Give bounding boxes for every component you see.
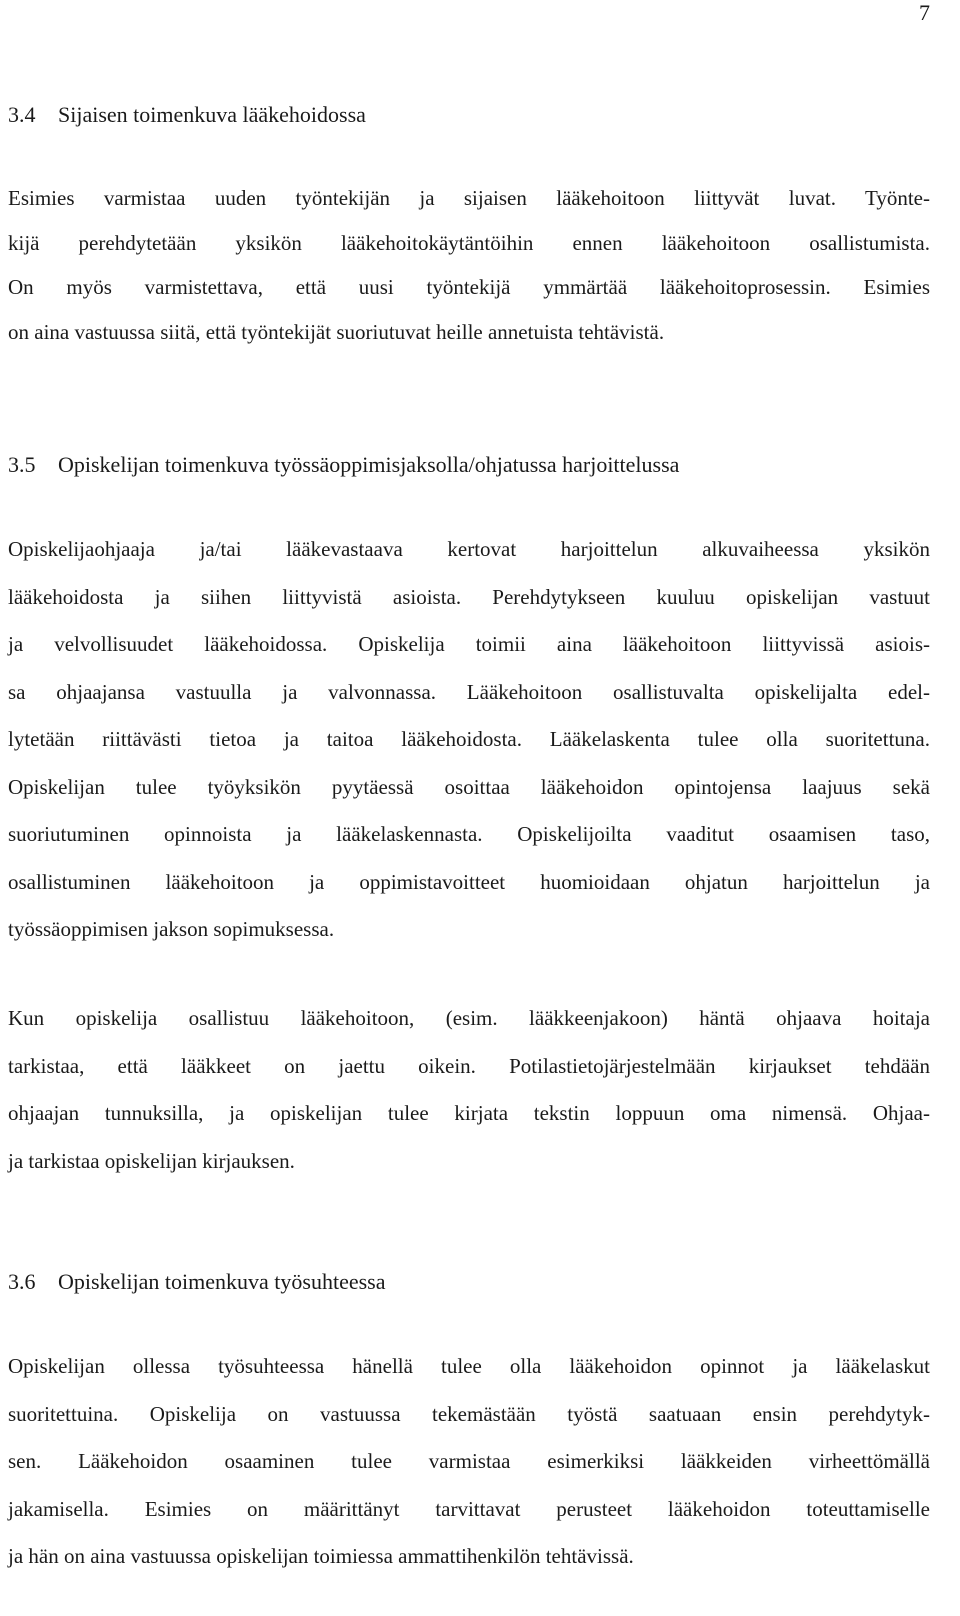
section-title: Opiskelijan toimenkuva työsuhteessa	[58, 1269, 386, 1294]
text-line: suoriutuminen opinnoista ja lääkelaskennasta. Opiskelijoilta vaaditut osaamisen taso,	[8, 822, 930, 846]
section-number: 3.5	[8, 452, 36, 477]
section-title: Opiskelijan toimenkuva työssäoppimisjaksolla/ohjatussa harjoittelussa	[58, 452, 680, 477]
section-number: 3.4	[8, 102, 36, 127]
text-line: kijä perehdytetään yksikön lääkehoitokäytäntöihin ennen lääkehoitoon osallistumista.	[8, 230, 930, 255]
text-line: lääkehoidosta ja siihen liittyvistä asioista. Perehdytykseen kuuluu opiskelijan vastuut	[8, 584, 930, 609]
text-line: On myös varmistettava, että uusi työntekijä ymmärtää lääkehoitoprosessin. Esimies	[8, 275, 930, 299]
section-3-5-paragraph-1	[8, 526, 930, 954]
text-line: on aina vastuussa siitä, että työntekijät suoriutuvat heille annetuista tehtävistä.	[8, 319, 665, 344]
section-3-5-paragraph-2	[8, 995, 930, 1185]
page-number: 7	[919, 0, 930, 25]
text-line: suoritettuina. Opiskelija on vastuussa tekemästään työstä saatuaan ensin perehdytyk-	[8, 1401, 930, 1426]
section-number: 3.6	[8, 1269, 36, 1294]
text-line: Opiskelijaohjaaja ja/tai lääkevastaava kertovat harjoittelun alkuvaiheessa yksikön	[8, 537, 930, 561]
text-line: lytetään riittävästi tietoa ja taitoa lääkehoidosta. Lääkelaskenta tulee olla suoritettuna.	[8, 727, 930, 751]
text-line: ja hän on aina vastuussa opiskelijan toimiessa ammattihenkilön tehtävissä.	[8, 1544, 634, 1568]
text-line: Opiskelijan ollessa työsuhteessa hänellä tulee olla lääkehoidon opinnot ja lääkelaskut	[8, 1354, 930, 1378]
text-line: tarkistaa, että lääkkeet on jaettu oikein. Potilastietojärjestelmään kirjaukset tehdään	[8, 1053, 930, 1078]
section-heading-3-4	[8, 102, 366, 128]
section-title: Sijaisen toimenkuva lääkehoidossa	[58, 102, 366, 127]
section-3-6-paragraph-1	[8, 1343, 930, 1581]
section-heading-3-6	[8, 1269, 386, 1295]
section-3-4-paragraph-1	[8, 176, 930, 354]
text-line: sa ohjaajansa vastuulla ja valvonnassa. Lääkehoitoon osallistuvalta opiskelijalta edel-	[8, 679, 930, 704]
text-line: ja tarkistaa opiskelijan kirjauksen.	[8, 1148, 295, 1173]
text-line: ja velvollisuudet lääkehoidossa. Opiskelija toimii aina lääkehoitoon liittyvissä asiois-	[8, 632, 930, 656]
text-line: ohjaajan tunnuksilla, ja opiskelijan tulee kirjata tekstin loppuun oma nimensä. Ohjaa-	[8, 1101, 930, 1125]
text-line: Kun opiskelija osallistuu lääkehoitoon, (esim. lääkkeenjakoon) häntä ohjaava hoitaja	[8, 1006, 930, 1030]
text-line: jakamisella. Esimies on määrittänyt tarvittavat perusteet lääkehoidon toteuttamiselle	[8, 1496, 930, 1521]
section-heading-3-5	[8, 452, 679, 478]
text-line: Esimies varmistaa uuden työntekijän ja sijaisen lääkehoitoon liittyvät luvat. Työnte-	[8, 186, 930, 210]
text-line: osallistuminen lääkehoitoon ja oppimistavoitteet huomioidaan ohjatun harjoittelun ja	[8, 869, 930, 894]
text-line: työssäoppimisen jakson sopimuksessa.	[8, 917, 335, 941]
text-line: Opiskelijan tulee työyksikön pyytäessä osoittaa lääkehoidon opintojensa laajuus sekä	[8, 774, 930, 799]
text-line: sen. Lääkehoidon osaaminen tulee varmistaa esimerkiksi lääkkeiden virheettömällä	[8, 1449, 930, 1473]
